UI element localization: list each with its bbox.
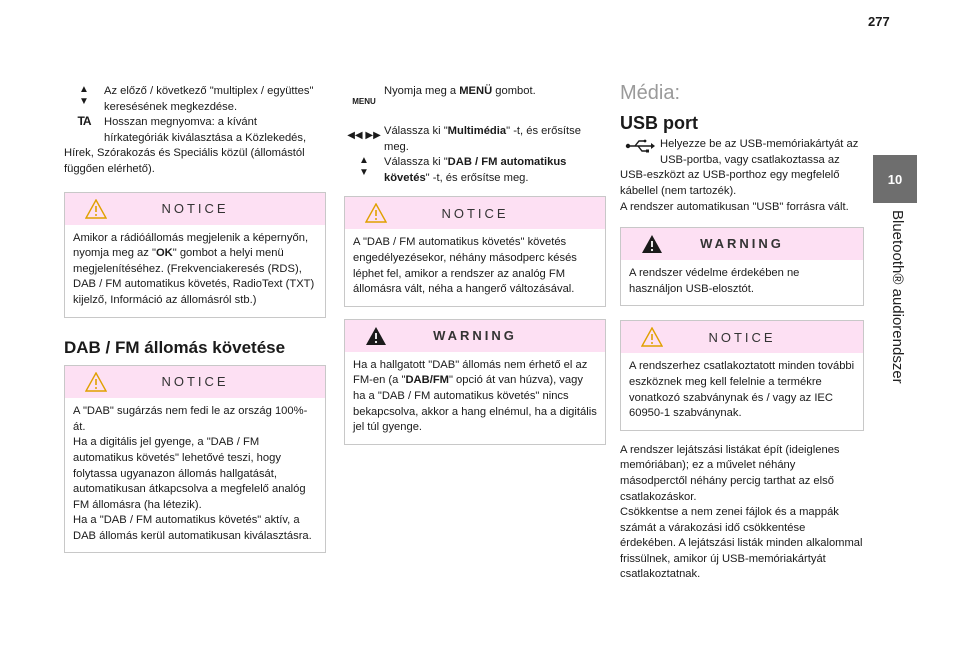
column-2 <box>344 84 606 445</box>
column-3 <box>620 82 864 583</box>
seek-multiplex-text: Az előző / következő "multiplex / együttes" keresésének megkezdése. <box>104 85 314 113</box>
warning-triangle-icon <box>641 234 663 254</box>
up-down-arrows-icon: ▲ ▼ <box>79 84 89 107</box>
ta-button-icon: TA <box>77 114 91 129</box>
warning-label: WARNING <box>700 236 784 252</box>
usb-port-heading: USB port <box>620 112 698 133</box>
usb-row <box>620 137 864 168</box>
warning-1-text: Ha a hallgatott "DAB" állomás nem érhető el az FM-en (a "DAB/FM" opció át van húzva), vagy ha a "DAB / FM automatikus követés" nincs bekapcsolva, akkor a hang elnémul, ha a digitális jel túl gyenge. <box>353 358 597 434</box>
caution-triangle-icon <box>365 203 387 223</box>
notice-box-2 <box>64 365 326 553</box>
notice-box-1 <box>64 192 326 318</box>
media-title: Média: <box>620 82 681 104</box>
step-2-row <box>344 124 606 155</box>
chapter-tab: 10 <box>873 155 917 203</box>
caution-triangle-icon <box>85 199 107 219</box>
step-2-text: Válassza ki "Multimédia" -t, és erősítse meg. <box>384 125 581 153</box>
step-3-row <box>344 155 606 186</box>
notice-2-text: A "DAB" sugárzás nem fedi le az ország 100%-át. Ha a digitális jel gyenge, a "DAB / FM automatikus követés" lehetővé teszi, hogy folytassa ugyanazon állomás hallgatását, automatikusan átkapcsolva a megfelelő analóg FM állomásra (ha létezik). Ha a "DAB / FM automatikus követés" aktív, a DAB állomás kerül automatikusan kiválasztásra. <box>73 405 312 542</box>
section-heading-dab-fm: DAB / FM állomás követése <box>64 337 286 357</box>
notice-4-text: A rendszerhez csatlakoztatott minden további eszköznek meg kell felelnie a termékre vonatkozó szabványnak és / vagy az IEC 60950-1 szabványnak. <box>629 360 855 420</box>
notice-label: NOTICE <box>441 205 509 221</box>
warning-2-text: A rendszer védelme érdekében ne használjon USB-elosztót. <box>629 267 800 295</box>
warning-box-2 <box>620 227 864 306</box>
warning-triangle-icon <box>365 326 387 346</box>
ta-text-rest: Hírek, Szórakozás és Speciális közül (állomástól függően elérhető). <box>64 147 305 175</box>
up-down-arrows-icon: ▲ ▼ <box>359 155 369 179</box>
caution-triangle-icon <box>85 372 107 392</box>
notice-1-text: Amikor a rádióállomás megjelenik a képernyőn, nyomja meg az "OK" gombot a helyi menü megjelenítéséhez. (Frekvenciakeresés (RDS), DAB / FM automatikus követés, RadioText (TXT) kijelző, Információ az állomásról stb.) <box>73 231 315 306</box>
notice-label: NOTICE <box>161 200 229 216</box>
menu-button-icon: MENU <box>352 97 376 106</box>
ta-text-line2: hírkategóriák kiválasztása a Közlekedés, <box>104 131 307 144</box>
notice-label: NOTICE <box>161 374 229 390</box>
left-right-arrows-icon: ◀◀ ▶▶ <box>347 130 381 141</box>
usb-icon <box>620 139 660 153</box>
notice-box-4 <box>620 320 864 430</box>
column-1 <box>64 84 326 553</box>
step-1-text: Nyomja meg a MENÜ gombot. <box>384 85 536 97</box>
ta-text-line1: Hosszan megnyomva: a kívánt <box>104 116 257 129</box>
caution-triangle-icon <box>641 327 663 347</box>
notice-box-3 <box>344 196 606 306</box>
ta-row <box>64 115 326 146</box>
usb-text-rest-2: A rendszer automatikusan "USB" forrásra vált. <box>620 200 849 213</box>
usb-text-rest: USB-eszközt az USB-porthoz egy megfelelő kábellel (nem tartozék). <box>620 169 840 197</box>
warning-label: WARNING <box>433 327 517 343</box>
usb-text-line1: Helyezze be az USB-memóriakártyát az <box>660 138 859 151</box>
playlist-paragraph-1: A rendszer lejátszási listákat épít (ideiglenes memóriában); ez a művelet néhány másodperctől néhány percig tarthat az első csatlakozáskor. <box>620 443 840 503</box>
step-3-text: Válassza ki "DAB / FM automatikus követés" -t, és erősítse meg. <box>384 156 567 184</box>
usb-text-line2: USB-portba, vagy csatlakoztassa az <box>660 153 840 166</box>
notice-label: NOTICE <box>708 329 776 345</box>
playlist-paragraph-2: Csökkentse a nem zenei fájlok és a mappák számát a várakozási idő csökkentése érdekében. A lejátszási listák minden alkalommal frissülnek, amikor új USB-memóriakártyát csatlakoztatnak. <box>620 506 863 581</box>
warning-box-1 <box>344 319 606 445</box>
step-1-row <box>344 84 606 108</box>
seek-multiplex-row <box>64 84 326 115</box>
chapter-title: Bluetooth® audiorendszer <box>889 210 906 384</box>
page-number: 277 <box>868 14 890 29</box>
notice-3-text: A "DAB / FM automatikus követés" követés engedélyezésekor, néhány másodperc késés léphet fel, amikor a rendszer az analóg FM állomásra vált, néha a hangerő változásával. <box>353 236 577 296</box>
